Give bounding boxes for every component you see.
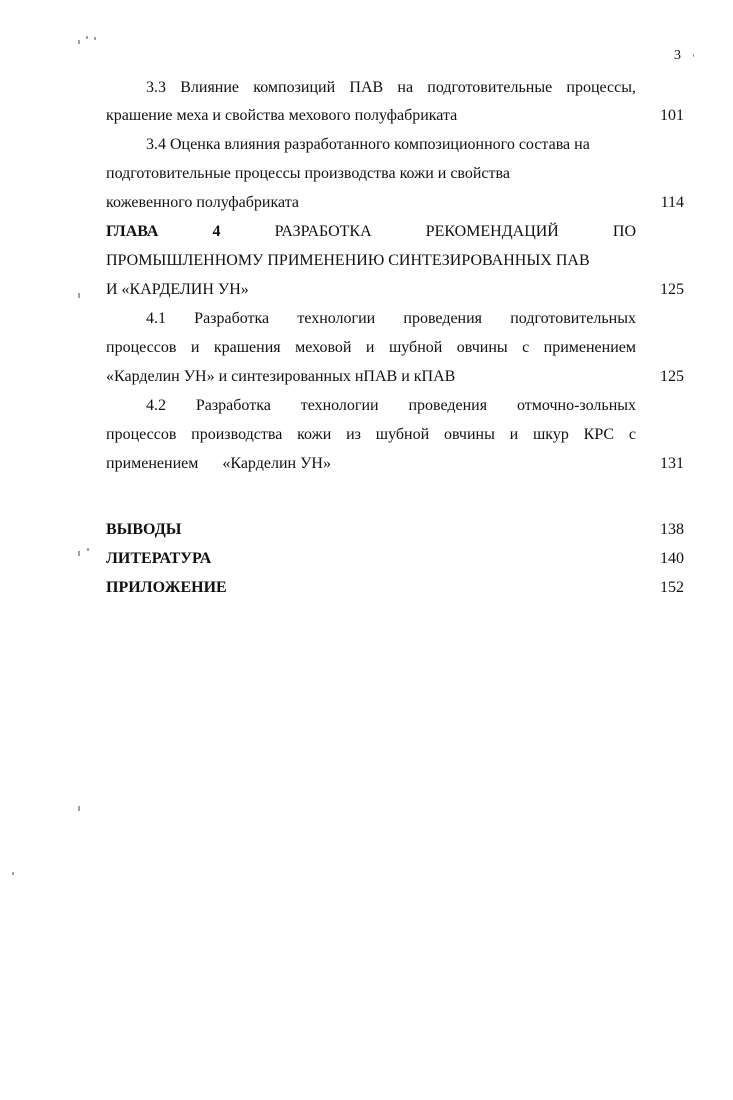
toc-section-3-3-line1: 3.3 Влияние композиций ПАВ на подготовительные процессы,: [146, 79, 636, 96]
toc-appendix-page: 152: [660, 579, 684, 596]
scan-speck: [87, 548, 89, 551]
chapter-label: ГЛАВА: [106, 223, 159, 240]
toc-section-4-1-line3: «Карделин УН» и синтезированных нПАВ и кПАВ: [106, 368, 456, 385]
toc-section-3-4-line1: 3.4 Оценка влияния разработанного композиционного состава на: [146, 136, 590, 153]
chapter-title-word: РАЗРАБОТКА: [274, 223, 372, 240]
toc-chapter-4-line1: [106, 222, 636, 242]
page-number: 3: [674, 48, 681, 63]
scan-speck: [693, 54, 694, 57]
toc-chapter-4-line2: ПРОМЫШЛЕННОМУ ПРИМЕНЕНИЮ СИНТЕЗИРОВАННЫХ ПАВ: [106, 252, 590, 269]
toc-literature-page: 140: [660, 550, 684, 567]
toc-section-4-2-page: 131: [660, 455, 684, 472]
scan-speck: [78, 40, 80, 44]
chapter-title-word: ПО: [612, 223, 637, 240]
chapter-number: 4: [212, 223, 221, 240]
toc-section-4-2-line1: 4.2 Разработка технологии проведения отмочно-зольных: [146, 397, 636, 414]
toc-section-4-1-line2: процессов и крашения меховой и шубной овчины с применением: [106, 339, 636, 356]
scan-speck: [78, 293, 80, 298]
toc-section-3-3-line2: крашение меха и свойства мехового полуфабриката: [106, 107, 458, 124]
scan-speck: [78, 551, 80, 556]
scan-speck: [94, 37, 96, 40]
toc-section-3-3-page: 101: [660, 107, 684, 124]
scan-speck: [12, 872, 14, 875]
toc-appendix: ПРИЛОЖЕНИЕ: [106, 579, 227, 596]
toc-section-4-2-line3: применением «Карделин УН»: [106, 455, 331, 472]
toc-literature: ЛИТЕРАТУРА: [106, 550, 212, 567]
toc-section-3-4-line2: подготовительные процессы производства кожи и свойства: [106, 165, 510, 182]
chapter-title-word: РЕКОМЕНДАЦИЙ: [425, 223, 559, 240]
toc-section-4-1-line1: 4.1 Разработка технологии проведения подготовительных: [146, 310, 636, 327]
toc-conclusions-page: 138: [660, 521, 684, 538]
toc-section-4-1-page: 125: [660, 368, 684, 385]
toc-section-4-2-line2: процессов производства кожи из шубной овчины и шкур КРС с: [106, 426, 636, 443]
scan-speck: [78, 806, 80, 811]
toc-section-3-4-line3: кожевенного полуфабриката: [106, 194, 299, 211]
toc-chapter-4-page: 125: [660, 281, 684, 298]
toc-chapter-4-line3: И «КАРДЕЛИН УН»: [106, 281, 249, 298]
toc-section-3-4-page: 114: [660, 194, 684, 211]
scan-speck: [86, 36, 88, 39]
toc-conclusions: ВЫВОДЫ: [106, 521, 182, 538]
